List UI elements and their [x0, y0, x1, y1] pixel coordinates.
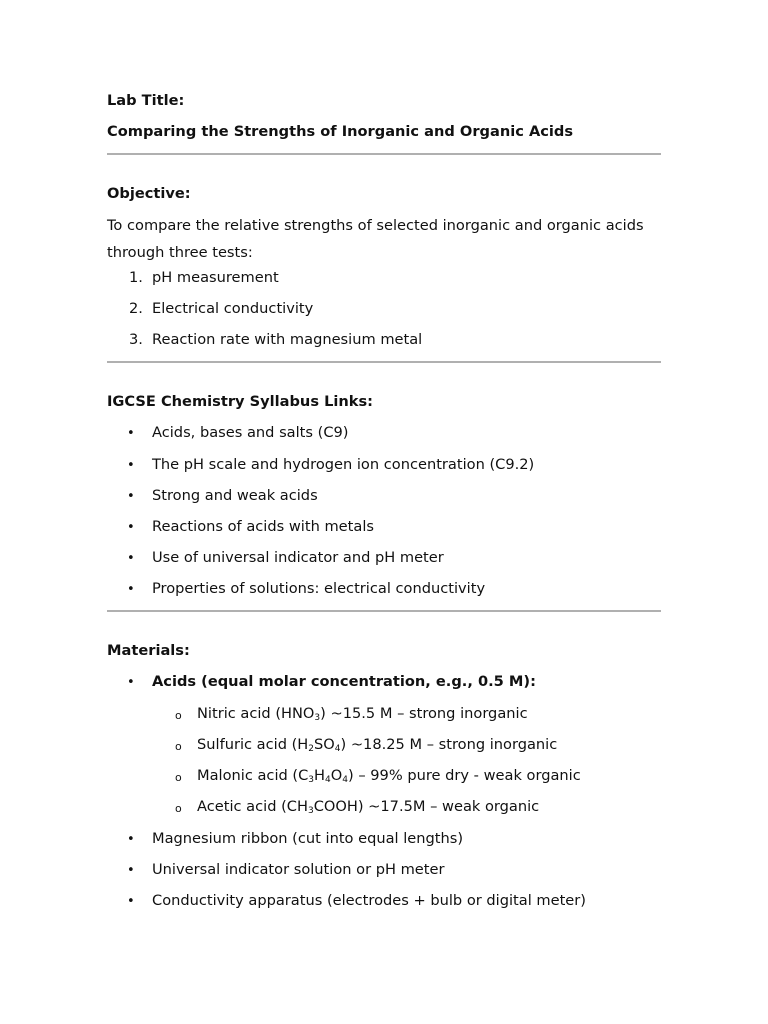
list-item-text: Reactions of acids with metals: [152, 518, 374, 535]
bullet-icon: •: [127, 832, 135, 847]
list-item-text: Universal indicator solution or pH meter: [152, 861, 445, 878]
acid-text: Malonic acid $(C_3H_4O_4) - 99\%$ pure dry - weak organic: [197, 767, 581, 785]
lab-title-label: Lab Title:: [107, 92, 185, 109]
divider: [107, 153, 661, 155]
list-item-text: pH measurement: [152, 269, 279, 286]
bullet-icon: •: [127, 863, 135, 878]
syllabus-heading: IGCSE Chemistry Syllabus Links:: [107, 393, 374, 410]
list-item-text: Use of universal indicator and pH meter: [152, 549, 444, 566]
bullet-icon: •: [127, 894, 135, 909]
acid-text: Nitric acid $(HNO_3)$ ~15.5 M – strong inorganic: [197, 705, 528, 723]
list-item-text: The pH scale and hydrogen ion concentration (C9.2): [152, 456, 535, 473]
bullet-icon: •: [127, 582, 135, 597]
divider: [107, 610, 661, 612]
bullet-icon: •: [127, 551, 135, 566]
list-item-text: Electrical conductivity: [152, 300, 314, 317]
bullet-icon: •: [127, 426, 135, 441]
acid-text: Sulfuric acid $(H_2SO_4)$ ~18.25 M – strong inorganic: [197, 736, 558, 754]
sub-bullet-icon: o: [175, 709, 182, 722]
bullet-icon: •: [127, 489, 135, 504]
bullet-icon: •: [127, 675, 135, 690]
sub-bullet-icon: o: [175, 771, 182, 784]
acid-text: Acetic acid $(CH_3COOH)$ ~17.5M – weak organic: [197, 798, 540, 816]
bullet-icon: •: [127, 520, 135, 535]
list-item-text: Magnesium ribbon (cut into equal lengths): [152, 830, 464, 847]
list-item-text: Strong and weak acids: [152, 487, 318, 504]
objective-heading: Objective:: [107, 185, 191, 202]
list-number: 1.: [129, 269, 143, 286]
list-item-text: Conductivity apparatus (electrodes + bulb or digital meter): [152, 892, 586, 909]
bullet-icon: •: [127, 458, 135, 473]
list-item-text: Acids, bases and salts (C9): [152, 424, 349, 441]
divider: [107, 361, 661, 363]
list-item-text: Properties of solutions: electrical conductivity: [152, 580, 486, 597]
list-number: 3.: [129, 331, 143, 348]
lab-title: Comparing the Strengths of Inorganic and Organic Acids: [107, 123, 574, 140]
list-number: 2.: [129, 300, 143, 317]
sub-bullet-icon: o: [175, 802, 182, 815]
list-item-text: Reaction rate with magnesium metal: [152, 331, 423, 348]
objective-text: To compare the relative strengths of selected inorganic and organic acids through three tests:: [107, 217, 644, 261]
sub-bullet-icon: o: [175, 740, 182, 753]
acids-heading: Acids (equal molar concentration, e.g., 0.5 M):: [152, 673, 536, 690]
materials-heading: Materials:: [107, 642, 190, 659]
